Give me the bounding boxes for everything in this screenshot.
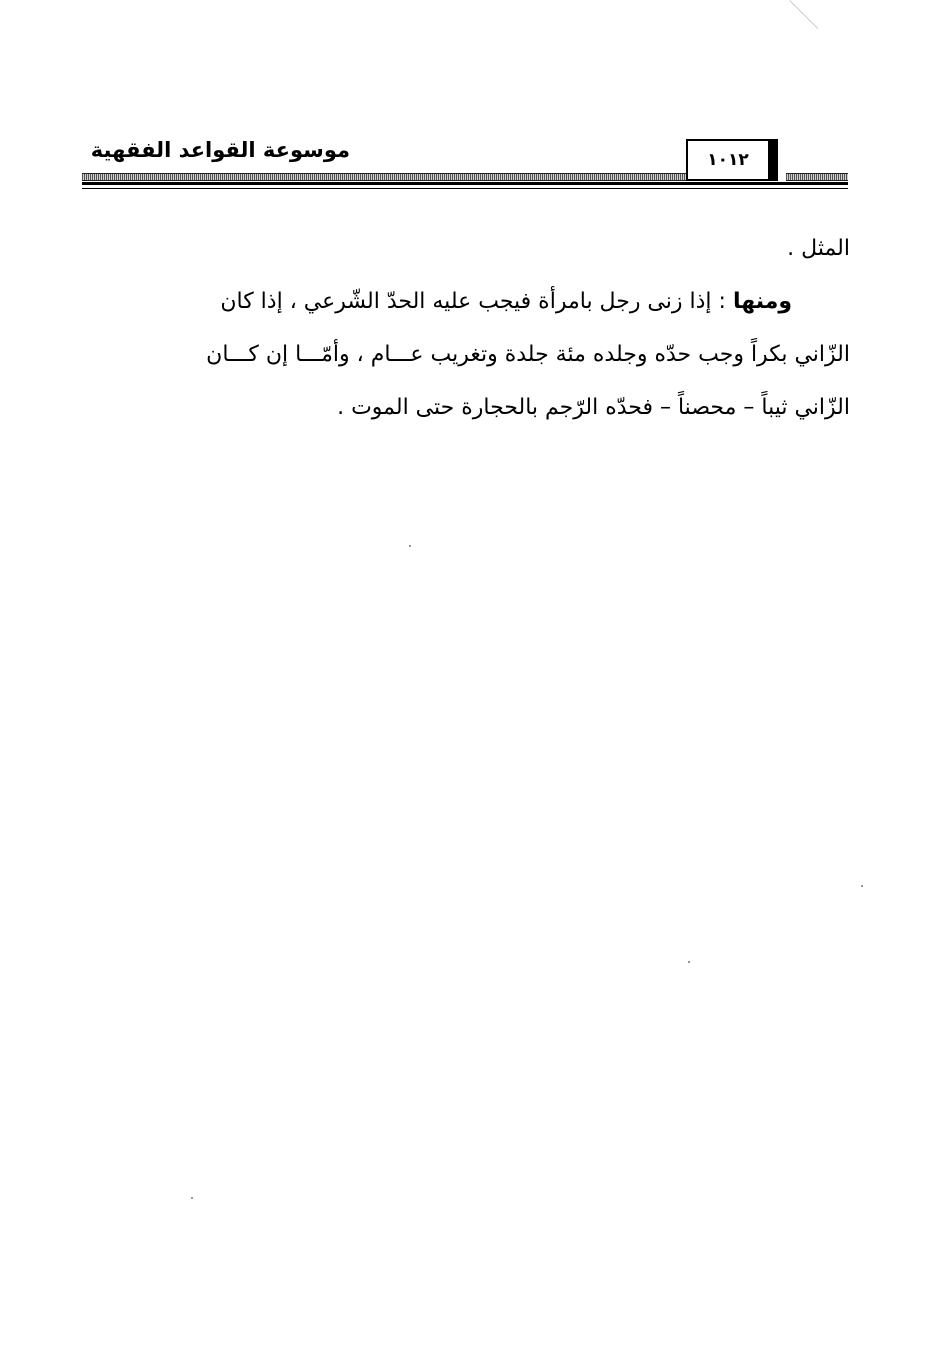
paragraph-third-line: الزّاني ثيباً – محصناً – فحدّه الرّجم بالحجارة حتى الموت . [337,395,850,420]
page-number-box [686,139,778,181]
paragraph-first-line [80,275,850,328]
running-header-title: موسوعة القواعد الفقهية [90,138,350,162]
header-rule-thick [82,182,848,185]
page-number: ١٠١٢ [707,150,749,170]
paragraph-first-line-text: : إذا زنى رجل بامرأة فيجب عليه الحدّ الشّرعي ، إذا كان [220,289,733,314]
scan-speck [688,961,690,963]
scan-speck [191,1197,193,1199]
lead-word: ومنها [732,289,792,314]
header-rule-dotted-right [786,173,848,181]
scan-edge-mark [789,0,818,29]
paragraph-second-line: الزّاني بكراً وجب حدّه وجلده مئة جلدة وتغريب عـــام ، وأمّـــا إن كـــان [206,342,850,367]
scan-speck [861,885,863,887]
body-text [80,222,850,434]
paragraph-example [80,275,850,434]
header-rule-dotted [82,173,686,181]
header-rule-thin [82,188,848,189]
scan-speck [409,545,411,547]
text-line-continuation: المثل . [787,236,850,261]
